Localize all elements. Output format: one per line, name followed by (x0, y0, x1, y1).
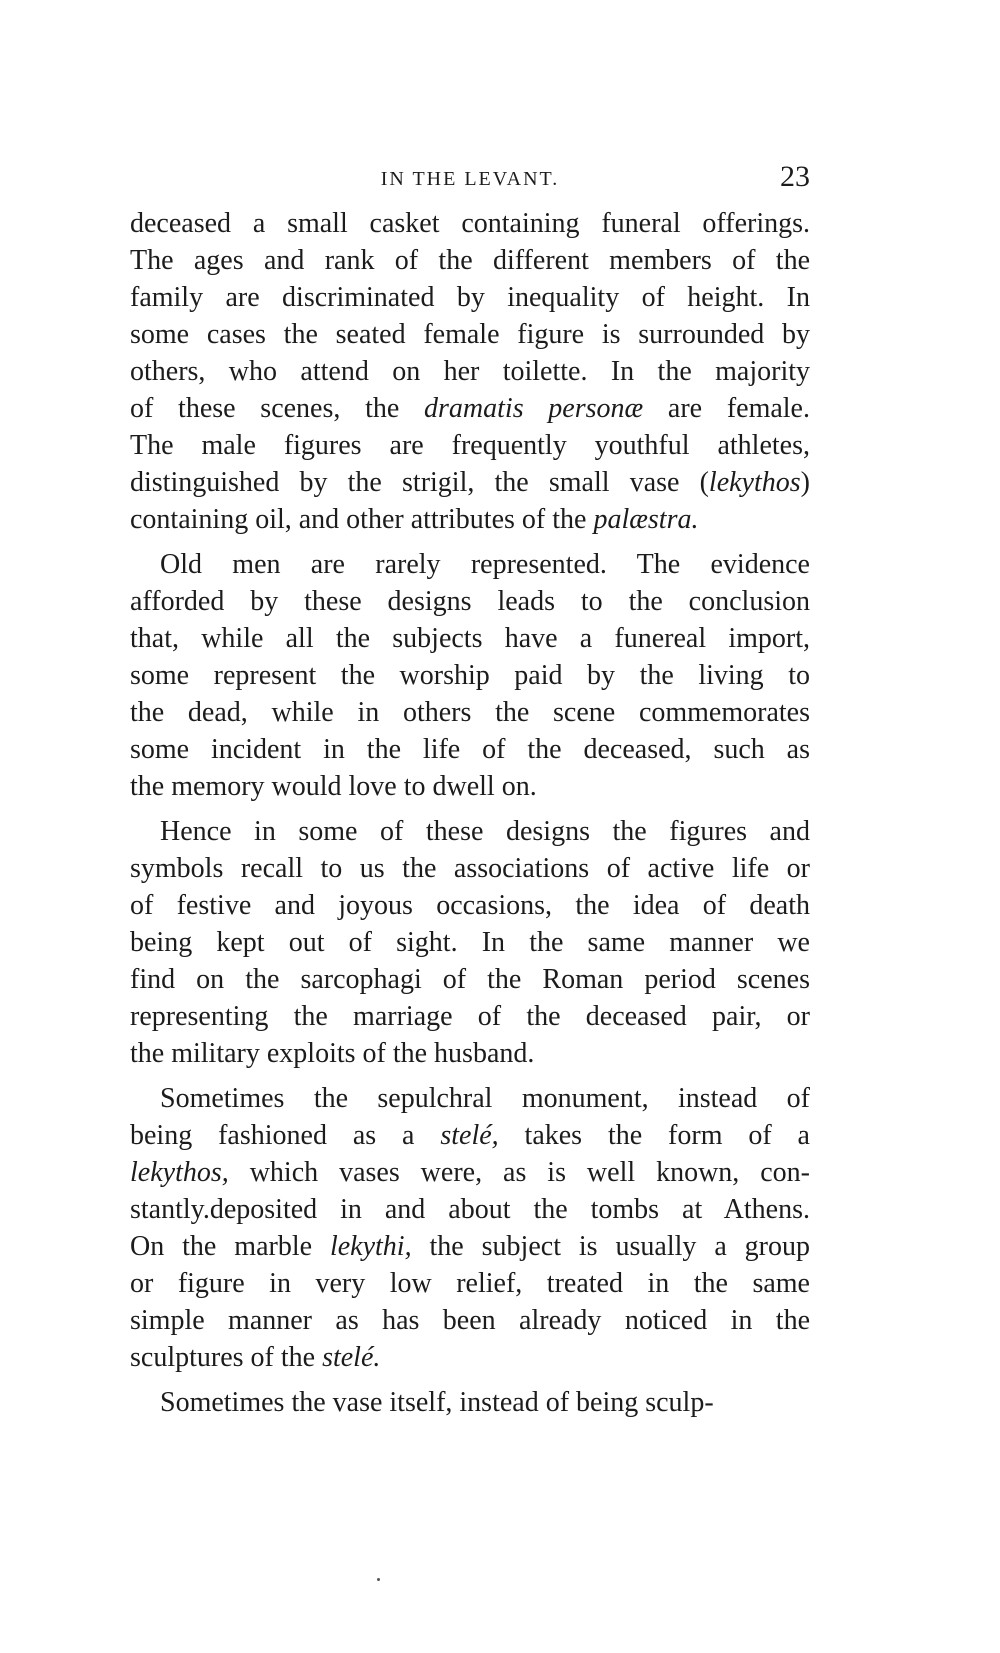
text-line (130, 850, 810, 887)
text-line (130, 694, 810, 731)
text-line (130, 427, 810, 464)
text-run: simple manner as has been already noticed in the (130, 1305, 810, 1336)
text-run: symbols recall to us the associations of active life or (130, 853, 810, 884)
text-run: Old men are rarely represented. The evidence (160, 549, 810, 580)
running-head (130, 160, 810, 200)
italic-term: palæstra. (593, 504, 699, 535)
text-run: of festive and joyous occasions, the idea of death (130, 890, 810, 921)
text-run: others, who attend on her toilette. In the majority (130, 356, 810, 387)
text-line (130, 1265, 810, 1302)
italic-term: lekythos (708, 467, 801, 498)
text-line (130, 583, 810, 620)
text-line (130, 998, 810, 1035)
text-run: ) (800, 467, 810, 498)
text-line (130, 1302, 810, 1339)
text-run: the memory would love to dwell on. (130, 771, 537, 802)
page-number: 23 (780, 160, 810, 193)
paragraph (130, 1072, 810, 1376)
text-run: containing oil, and other attributes of the (130, 504, 594, 535)
text-line (130, 887, 810, 924)
text-line (130, 620, 810, 657)
italic-term: stelé. (322, 1342, 381, 1373)
text-run: the military exploits of the husband. (130, 1038, 535, 1069)
text-line (130, 279, 810, 316)
text-run: of these scenes, the (130, 393, 425, 424)
text-line (130, 1339, 810, 1376)
running-title: IN THE LEVANT. (380, 168, 560, 190)
text-run: The ages and rank of the different members of the (130, 245, 810, 276)
text-run: Sometimes the vase itself, instead of being sculp- (160, 1387, 714, 1418)
text-run: being kept out of sight. In the same manner we (130, 927, 810, 958)
italic-term: dramatis personæ (424, 393, 644, 424)
text-run: distinguished by the strigil, the small vase ( (130, 467, 709, 498)
text-run: On the marble (130, 1231, 330, 1262)
text-line (130, 768, 810, 805)
text-run: sculptures of the (130, 1342, 323, 1373)
italic-term: stelé, (440, 1120, 499, 1151)
paragraph-gap (130, 1072, 810, 1080)
text-run: The male figures are frequently youthful athletes, (130, 430, 810, 461)
text-run: some represent the worship paid by the living to (130, 660, 810, 691)
text-line (130, 546, 810, 583)
text-line (130, 1035, 810, 1072)
paragraph (130, 1376, 810, 1421)
text-line (130, 501, 810, 538)
text-run: the subject is usually a group (411, 1231, 811, 1262)
text-line (130, 316, 810, 353)
text-run: stantly.deposited in and about the tombs at Athens. (130, 1194, 810, 1225)
text-line (130, 353, 810, 390)
text-run: are female. (643, 393, 810, 424)
text-run: Sometimes the sepulchral monument, instead of (160, 1083, 810, 1114)
text-line (130, 1191, 810, 1228)
text-line (130, 205, 810, 242)
paragraph-gap (130, 805, 810, 813)
text-run: representing the marriage of the deceased pair, or (130, 1001, 810, 1032)
paragraph-gap (130, 538, 810, 546)
text-run: that, while all the subjects have a funereal import, (130, 623, 810, 654)
text-line (130, 1384, 810, 1421)
text-line (130, 1117, 810, 1154)
paragraph (130, 805, 810, 1072)
text-run: takes the form of a (498, 1120, 810, 1151)
paragraph-gap (130, 1376, 810, 1384)
text-run: which vases were, as is well known, con- (228, 1157, 810, 1188)
paragraph (130, 538, 810, 805)
text-run: family are discriminated by inequality of height. In (130, 282, 810, 313)
body-text (130, 205, 810, 1421)
text-run: find on the sarcophagi of the Roman period scenes (130, 964, 810, 995)
text-run: deceased a small casket containing funeral offerings. (130, 208, 810, 239)
text-line (130, 1080, 810, 1117)
text-line (130, 731, 810, 768)
text-line (130, 657, 810, 694)
text-line (130, 961, 810, 998)
text-run: being fashioned as a (130, 1120, 441, 1151)
text-run: some incident in the life of the deceased, such as (130, 734, 810, 765)
text-run: Hence in some of these designs the figures and (160, 816, 810, 847)
italic-term: lekythi, (329, 1231, 412, 1262)
text-run: or figure in very low relief, treated in the same (130, 1268, 810, 1299)
text-line (130, 390, 810, 427)
paragraph (130, 205, 810, 538)
text-line (130, 813, 810, 850)
text-line (130, 1154, 810, 1191)
italic-term: lekythos, (130, 1157, 229, 1188)
text-run: afforded by these designs leads to the conclusion (130, 586, 810, 617)
text-line (130, 464, 810, 501)
text-line (130, 242, 810, 279)
text-line (130, 1228, 810, 1265)
text-run: the dead, while in others the scene commemorates (130, 697, 810, 728)
text-run: some cases the seated female figure is surrounded by (130, 319, 810, 350)
text-line (130, 924, 810, 961)
printing-speck (377, 1578, 380, 1581)
